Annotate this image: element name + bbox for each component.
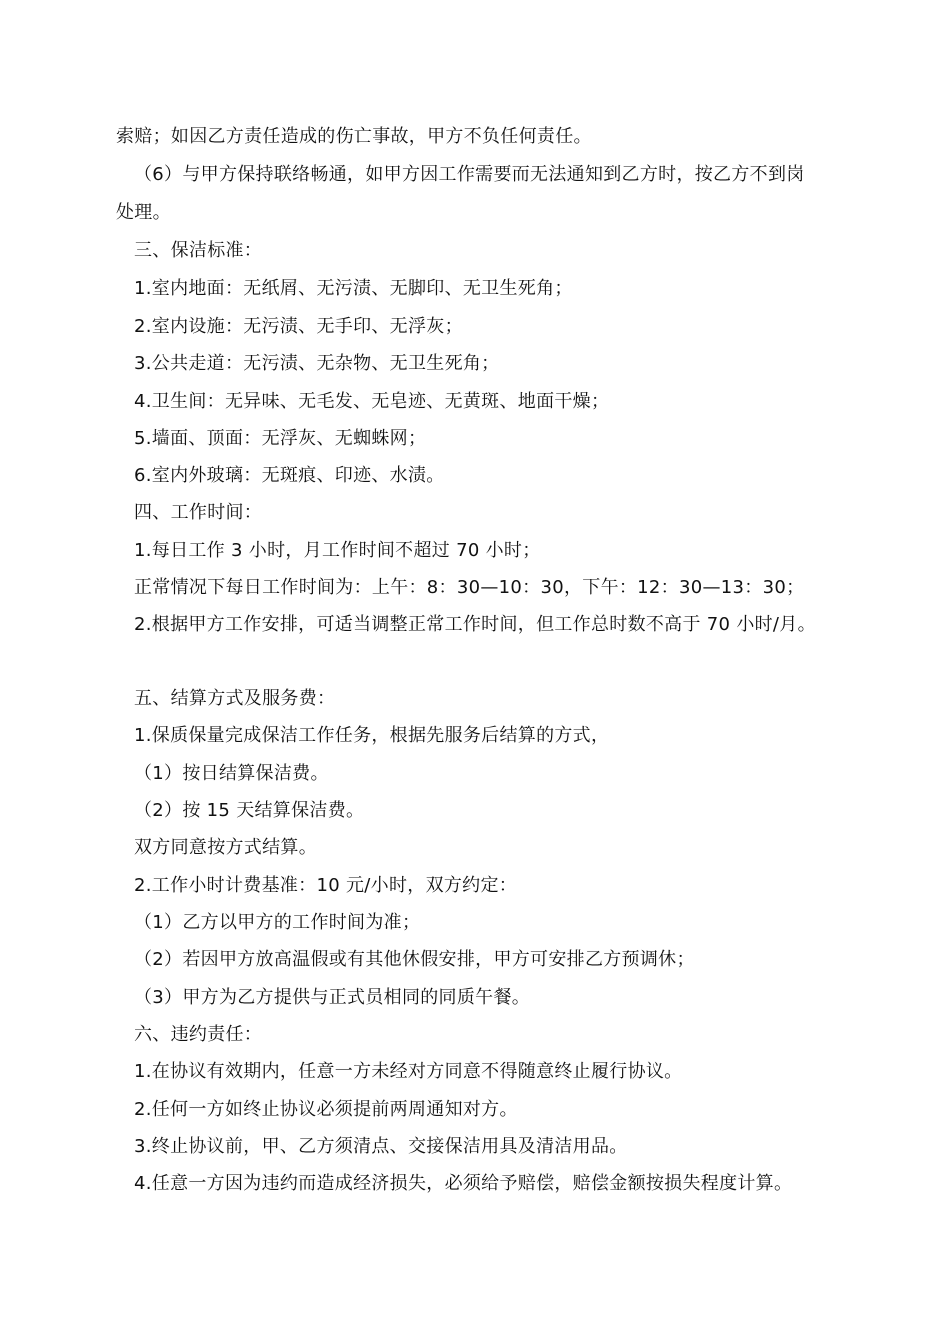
text-line: 2.任何一方如终止协议必须提前两周通知对方。 xyxy=(134,1099,518,1120)
section-heading: 四、工作时间： xyxy=(134,502,263,523)
section-heading: 五、结算方式及服务费： xyxy=(134,688,336,709)
text-line: 2.室内设施：无污渍、无手印、无浮灰； xyxy=(134,316,463,337)
text-line: （2）按 15 天结算保洁费。 xyxy=(134,800,365,821)
text-line: 3.终止协议前，甲、乙方须清点、交接保洁用具及清洁用品。 xyxy=(134,1136,628,1157)
text-line: 处理。 xyxy=(116,202,171,223)
text-line: （3）甲方为乙方提供与正式员相同的同质午餐。 xyxy=(134,987,531,1008)
section-heading: 六、违约责任： xyxy=(134,1024,263,1045)
text-line: （1）按日结算保洁费。 xyxy=(134,763,329,784)
section-heading: 三、保洁标准： xyxy=(134,240,263,261)
text-line: （2）若因甲方放高温假或有其他休假安排，甲方可安排乙方预调休； xyxy=(134,949,695,970)
text-line: 1.保质保量完成保洁工作任务，根据先服务后结算的方式， xyxy=(134,725,610,746)
text-line: 3.公共走道：无污渍、无杂物、无卫生死角； xyxy=(134,353,500,374)
text-line: 1.室内地面：无纸屑、无污渍、无脚印、无卫生死角； xyxy=(134,278,573,299)
text-line: 4.卫生间：无异味、无毛发、无皂迹、无黄斑、地面干燥； xyxy=(134,391,610,412)
text-line: 1.在协议有效期内，任意一方未经对方同意不得随意终止履行协议。 xyxy=(134,1061,683,1082)
text-line: 索赔；如因乙方责任造成的伤亡事故，甲方不负任何责任。 xyxy=(116,126,592,147)
text-line: 4.任意一方因为违约而造成经济损失，必须给予赔偿，赔偿金额按损失程度计算。 xyxy=(134,1173,793,1194)
text-line: 6.室内外玻璃：无斑痕、印迹、水渍。 xyxy=(134,465,445,486)
text-line: （6）与甲方保持联络畅通，如甲方因工作需要而无法通知到乙方时，按乙方不到岗 xyxy=(134,164,805,185)
text-line: （1）乙方以甲方的工作时间为准； xyxy=(134,912,421,933)
text-line: 双方同意按方式结算。 xyxy=(134,837,317,858)
text-line: 正常情况下每日工作时间为：上午：8：30—10：30，下午：12：30—13：30； xyxy=(134,577,805,598)
text-line: 2.根据甲方工作安排，可适当调整正常工作时间，但工作总时数不高于 70 小时/月。 xyxy=(134,614,816,635)
text-line: 2.工作小时计费基准：10 元/小时，双方约定： xyxy=(134,875,518,896)
text-line: 5.墙面、顶面：无浮灰、无蜘蛛网； xyxy=(134,428,427,449)
text-line: 1.每日工作 3 小时，月工作时间不超过 70 小时； xyxy=(134,540,541,561)
